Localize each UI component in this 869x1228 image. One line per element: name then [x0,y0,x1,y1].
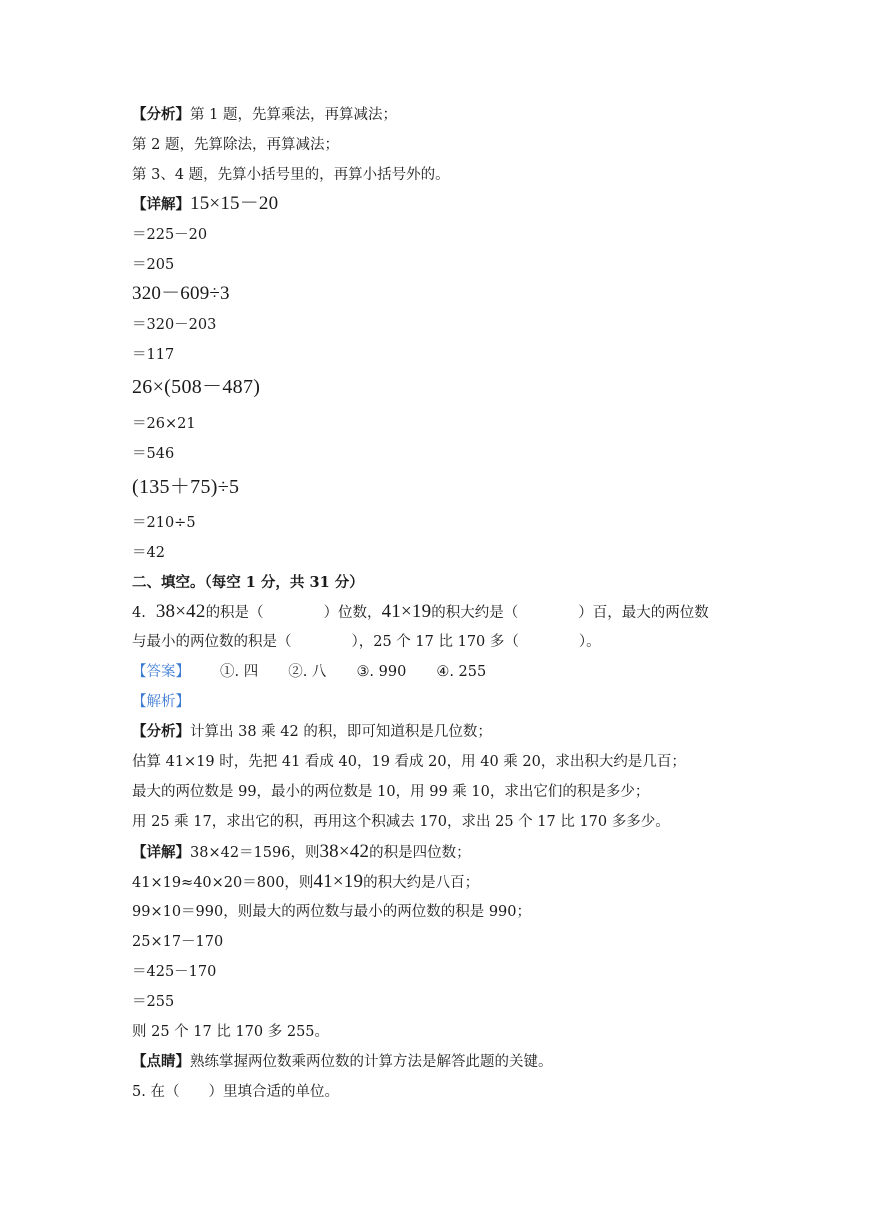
q3-analysis-line1 [132,105,397,125]
answer-tag: 【答案】 [132,664,190,680]
detail-tag: 【详解】 [132,844,190,861]
detail-text: 41×19≈40×20＝800，则 [132,875,314,891]
detail-text: 的积是四位数； [369,845,471,861]
question-text: 的积大约是（ [431,605,519,621]
analysis-heading: 【解析】 [132,694,190,710]
question-number: 4. [132,605,146,621]
q4-detail-line4: 25×17－170 [132,934,224,950]
comment-tag: 【点睛】 [132,1053,190,1070]
question-text: ）。 [578,634,601,650]
question-text: ）位数， [323,605,382,621]
answer-item: ③. 990 [356,664,407,680]
calc4-step1: ＝210÷5 [132,515,196,531]
answer-item: ②. 八 [288,664,327,680]
question-text: 的积是（ [205,605,264,621]
analysis-tag: 【分析】 [132,106,190,123]
q4-analysis-line2: 估算 41×19 时，先把 41 看成 40，19 看成 20，用 40 乘 20，求出积大约是几百； [132,754,686,770]
q4-detail-line1 [132,842,471,863]
q4-detail-line3: 99×10＝990，则最大的两位数与最小的两位数的积是 990； [132,904,532,920]
question-text: ）百，最大的两位数 [578,605,709,621]
q4-analysis-line4: 用 25 乘 17，求出它的积，再用这个积减去 170，求出 25 个 17 比 170 多多少。 [132,814,670,830]
q4-detail-line2 [132,872,479,893]
q4-question-line2 [132,632,601,652]
q4-detail-line6: ＝255 [132,994,175,1010]
q4-question-line1 [132,602,709,623]
answer-item: ④. 255 [436,664,487,680]
calc3-step2: ＝546 [132,446,175,462]
detail-tag: 【详解】 [132,196,190,213]
answer-item: ①. 四 [220,664,259,680]
q3-analysis-line3: 第 3、4 题，先算小括号里的，再算小括号外的。 [132,167,450,183]
analysis-text: 计算出 38 乘 42 的积，即可知道积是几位数； [190,724,492,740]
question-text: 与最小的两位数的积是（ [132,634,292,650]
q5-question: 5. 在（ ）里填合适的单位。 [132,1084,339,1100]
expression-2: 320－609÷3 [132,283,230,304]
calc1-step2: ＝205 [132,257,175,273]
section-heading: 二、填空。（每空 1 分，共 31 分） [132,574,364,591]
calc4-step2: ＝42 [132,545,165,561]
q3-analysis-line2: 第 2 题，先算除法，再算减法； [132,137,339,153]
q4-detail-line7: 则 25 个 17 比 170 多 255。 [132,1024,330,1040]
expression: 41×19 [313,871,364,892]
calc3-step1: ＝26×21 [132,416,196,432]
expression: 38×42 [155,601,206,622]
q4-analysis-line3: 最大的两位数是 99，最小的两位数是 10，用 99 乘 10，求出它们的积是多少； [132,784,650,800]
comment-text: 熟练掌握两位数乘两位数的计算方法是解答此题的关键。 [190,1054,553,1070]
q3-detail-line [132,194,278,215]
answer-line [132,662,486,682]
expression-3: 26×(508－487) [132,376,261,398]
question-text: ），25 个 17 比 170 多（ [351,634,519,650]
calc2-step2: ＝117 [132,347,175,363]
expression-4: (135＋75)÷5 [132,476,240,498]
analysis-tag: 【分析】 [132,723,190,740]
q4-detail-line5: ＝425－170 [132,964,217,980]
expression-1: 15×15－20 [190,193,279,214]
calc1-step1: ＝225－20 [132,227,208,243]
detail-text: 38×42＝1596，则 [190,845,320,861]
expression: 41×19 [381,601,432,622]
detail-text: 的积大约是八百； [363,875,480,891]
expression: 38×42 [319,841,370,862]
comment-line [132,1052,553,1072]
analysis-text: 第 1 题，先算乘法，再算减法； [190,107,397,123]
calc2-step1: ＝320－203 [132,317,217,333]
q4-analysis-line1 [132,722,492,742]
